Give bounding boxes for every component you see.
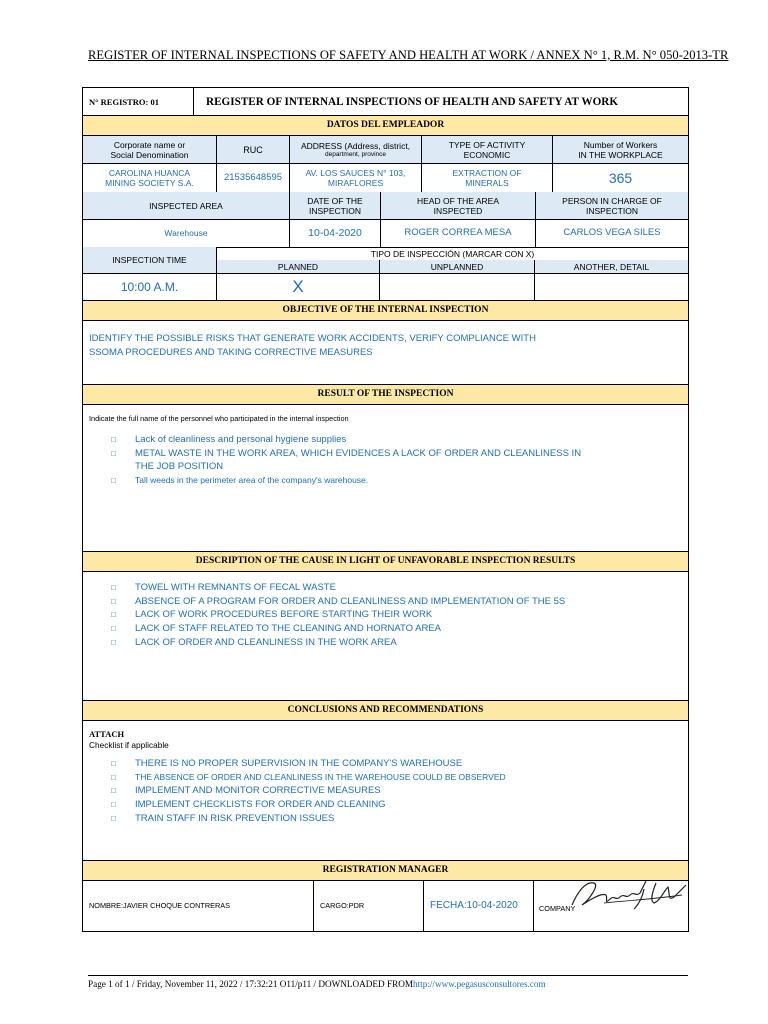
another-label: ANOTHER, DETAIL bbox=[535, 260, 688, 273]
list-item: □ IMPLEMENT CHECKLISTS FOR ORDER AND CLEANING bbox=[135, 798, 506, 812]
form-header bbox=[83, 88, 688, 116]
list-item: □ METAL WASTE IN THE WORK AREA, WHICH EVIDENCES A LACK OF ORDER AND CLEANLINESS IN bbox=[135, 447, 581, 461]
company-name: CAROLINA HUANCA MINING SOCIETY S.A. bbox=[83, 163, 217, 192]
workers-value: 365 bbox=[608, 169, 633, 186]
activity-label: TYPE OF ACTIVITY ECONOMIC bbox=[422, 136, 553, 163]
time-value: 10:00 A.M. bbox=[83, 273, 217, 300]
company-label: COMPANY bbox=[539, 904, 576, 913]
document-title: REGISTER OF INTERNAL INSPECTIONS OF SAFETY AND HEALTH AT WORK / ANNEX N° 1, R.M. N° 050-2013-TR bbox=[88, 48, 729, 62]
list-item: □ LACK OF STAFF RELATED TO THE CLEANING AND HORNATO AREA bbox=[135, 622, 565, 636]
activity-value: EXTRACTION OF MINERALS bbox=[422, 163, 553, 192]
manager-date: FECHA:10-04-2020 bbox=[424, 881, 534, 931]
person-label: PERSON IN CHARGE OF INSPECTION bbox=[562, 195, 662, 216]
footer-link[interactable]: http://www.pegasusconsultores.com bbox=[413, 979, 546, 989]
inspection-type-header bbox=[83, 247, 688, 273]
list-item: □ THE ABSENCE OF ORDER AND CLEANLINESS IN THE WAREHOUSE COULD BE OBSERVED bbox=[135, 771, 506, 785]
attach-note: Checklist if applicable bbox=[89, 740, 169, 750]
person-value: CARLOS VEGA SILES bbox=[563, 227, 661, 238]
planned-mark: X bbox=[217, 273, 380, 300]
list-item: □ IMPLEMENT AND MONITOR CORRECTIVE MEASURES bbox=[135, 784, 506, 798]
manager-row bbox=[83, 881, 688, 931]
conclusions-section bbox=[83, 721, 688, 860]
address-label bbox=[290, 136, 422, 163]
list-item: □ Lack of cleanliness and personal hygiene supplies bbox=[135, 433, 581, 447]
footer-divider bbox=[88, 975, 688, 976]
result-band: RESULT OF THE INSPECTION bbox=[83, 384, 688, 405]
objective-line: SSOMA PROCEDURES AND TAKING CORRECTIVE MEASURES bbox=[89, 347, 373, 358]
planned-label: PLANNED bbox=[217, 260, 380, 273]
head-value: ROGER CORREA MESA bbox=[381, 219, 536, 247]
attach-label: ATTACH bbox=[89, 729, 125, 739]
cause-section bbox=[83, 572, 688, 700]
list-item: □ Tall weeds in the perimeter area of the company's warehouse. bbox=[135, 474, 581, 488]
workers-label: Number of Workers IN THE WORKPLACE bbox=[578, 139, 663, 160]
objective-band: OBJECTIVE OF THE INTERNAL INSPECTION bbox=[83, 300, 688, 321]
conclusions-band: CONCLUSIONS AND RECOMMENDATIONS bbox=[83, 700, 688, 721]
address-label-main: ADDRESS (Address, district, bbox=[300, 140, 411, 151]
list-item: □ LACK OF WORK PROCEDURES BEFORE STARTING THEIR WORK bbox=[135, 608, 565, 622]
time-label: INSPECTION TIME bbox=[83, 247, 217, 273]
company-cell bbox=[534, 881, 688, 931]
inspection-labels-row bbox=[83, 192, 688, 219]
page-footer bbox=[88, 979, 546, 989]
another-value bbox=[535, 273, 688, 300]
form-title: REGISTER OF INTERNAL INSPECTIONS OF HEALTH AND SAFETY AT WORK bbox=[206, 96, 619, 108]
ruc-label: RUC bbox=[217, 136, 290, 163]
ruc-value: 21535648595 bbox=[217, 163, 290, 192]
cause-list bbox=[135, 581, 565, 650]
employer-labels-row bbox=[83, 136, 688, 163]
type-label: TIPO DE INSPECCIÓN (MARCAR CON X) bbox=[370, 248, 535, 259]
inspection-values-row bbox=[83, 219, 688, 247]
date-value: 10-04-2020 bbox=[290, 219, 381, 247]
manager-name: NOMBRE:JAVIER CHOQUE CONTRERAS bbox=[83, 881, 314, 931]
list-item: □ ABSENCE OF A PROGRAM FOR ORDER AND CLEANLINESS AND IMPLEMENTATION OF THE 5S bbox=[135, 595, 565, 609]
list-item: □ LACK OF ORDER AND CLEANLINESS IN THE WORK AREA bbox=[135, 636, 565, 650]
date-label: DATE OF THE INSPECTION bbox=[290, 192, 381, 219]
result-list bbox=[135, 433, 581, 488]
employer-band: DATOS DEL EMPLEADOR bbox=[83, 115, 688, 136]
cause-band: DESCRIPTION OF THE CAUSE IN LIGHT OF UNFAVORABLE INSPECTION RESULTS bbox=[83, 551, 688, 572]
list-item: □ TRAIN STAFF IN RISK PREVENTION ISSUES bbox=[135, 812, 506, 826]
unplanned-value bbox=[380, 273, 535, 300]
address-value: AV. LOS SAUCES N° 103, MIRAFLORES bbox=[290, 163, 422, 192]
area-value: Warehouse bbox=[83, 219, 290, 247]
employer-values-row bbox=[83, 163, 688, 192]
result-section bbox=[83, 405, 688, 551]
objective-section bbox=[83, 321, 688, 384]
objective-text bbox=[89, 332, 536, 360]
unplanned-label: UNPLANNED bbox=[380, 260, 535, 273]
objective-line: IDENTIFY THE POSSIBLE RISKS THAT GENERATE WORK ACCIDENTS, VERIFY COMPLIANCE WITH bbox=[89, 333, 536, 344]
conclusions-list bbox=[135, 757, 506, 826]
inspection-type-values bbox=[83, 273, 688, 300]
list-item: □ THERE IS NO PROPER SUPERVISION IN THE COMPANY'S WAREHOUSE bbox=[135, 757, 506, 771]
address-label-sub: department, province bbox=[324, 150, 387, 158]
head-label: HEAD OF THE AREA INSPECTED bbox=[381, 192, 536, 219]
area-label: INSPECTED AREA bbox=[83, 192, 290, 219]
inspection-form bbox=[82, 87, 689, 932]
list-item: □ TOWEL WITH REMNANTS OF FECAL WASTE bbox=[135, 581, 565, 595]
manager-cargo: CARGO:PDR bbox=[314, 881, 424, 931]
name-label: Corporate name or Social Denomination bbox=[83, 136, 217, 163]
signature-image bbox=[564, 875, 689, 915]
result-note: Indicate the full name of the personnel who participated in the internal inspection bbox=[89, 414, 349, 423]
manager-band: REGISTRATION MANAGER bbox=[83, 860, 688, 881]
list-item: THE JOB POSITION bbox=[135, 461, 224, 473]
registro-number: N° REGISTRO: 01 bbox=[83, 88, 194, 116]
footer-text: Page 1 of 1 / Friday, November 11, 2022 / 17:32:21 O11/p11 / DOWNLOADED FROM bbox=[88, 979, 414, 989]
